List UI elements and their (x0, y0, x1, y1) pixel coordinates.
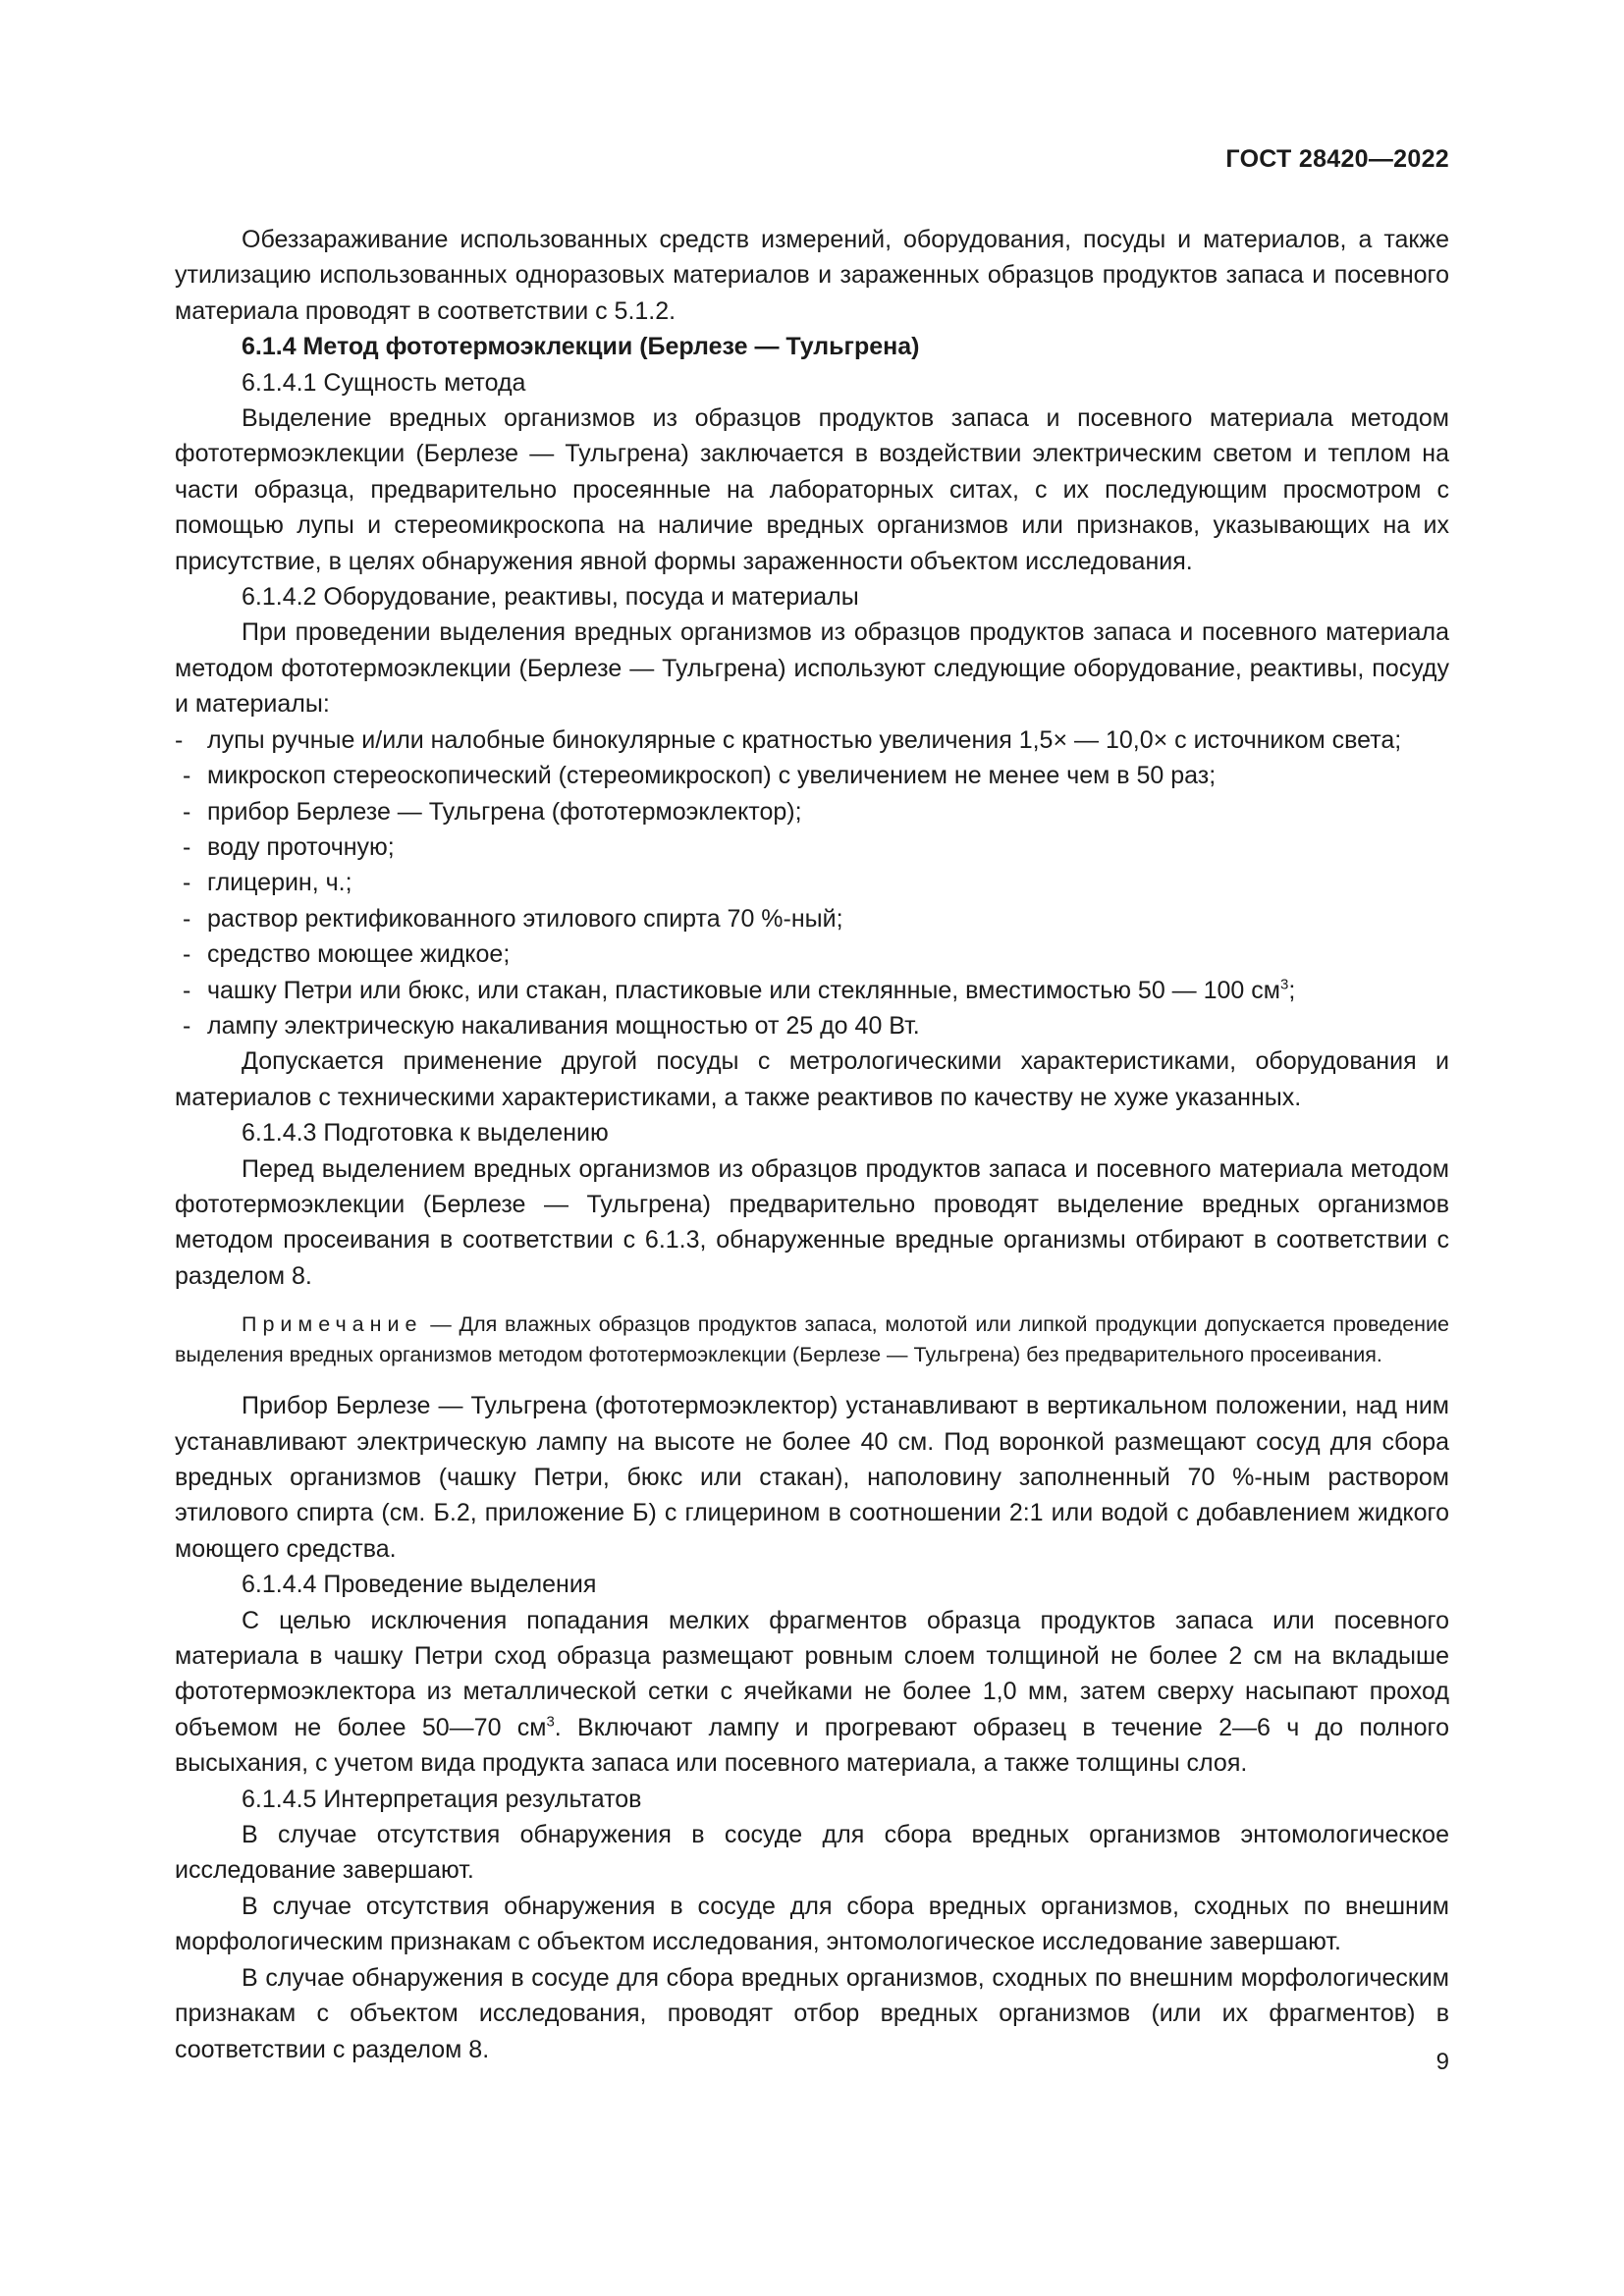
list-item (175, 794, 1449, 829)
list-item (175, 936, 1449, 972)
procedure-text-b: . Включают лампу и прогревают образец в течение 2—6 ч до полного высыхания, с учетом вида продукта запаса или посевного материала, а также толщины слоя. (175, 1713, 1449, 1778)
superscript: 3 (546, 1713, 555, 1731)
paragraph-result-3: В случае обнаружения в сосуде для сбора вредных организмов, сходных по внешним морфологическим признакам с объектом исследования, проводят отбор вредных организмов (или их фрагментов) в соответствии с разделом 8. (175, 1963, 1449, 2063)
list-item (175, 758, 1449, 793)
list-item (175, 973, 1449, 1008)
paragraph-result-2: В случае отсутствия обнаружения в сосуде для сбора вредных организмов, сходных по внешним морфологическим признакам с объектом исследования, энтомологическое исследование завершают. (175, 1892, 1449, 1956)
list-dash: - (183, 940, 191, 969)
note (175, 1309, 1449, 1370)
document-header: ГОСТ 28420—2022 (1225, 145, 1449, 173)
list-item (175, 829, 1449, 865)
list-item-text: глицерин, ч.; (207, 869, 352, 897)
document-body (175, 222, 1449, 2067)
note-label: Примечание (242, 1312, 423, 1337)
list-dash: - (183, 797, 191, 826)
section-heading-6-1-4: 6.1.4 Метод фототермоэклекции (Берлезе — Тульгрена) (242, 333, 920, 361)
list-item-text: средство моющее жидкое; (207, 940, 511, 969)
list-dash: - (183, 832, 191, 861)
subsection-heading-6-1-4-2: 6.1.4.2 Оборудование, реактивы, посуда и материалы (242, 583, 859, 612)
list-dash: - (183, 869, 191, 897)
list-dash: - (183, 762, 191, 790)
equipment-list (175, 722, 1449, 1044)
list-item-text: лампу электрическую накаливания мощностью от 25 до 40 Вт. (207, 1011, 920, 1040)
list-item (175, 901, 1449, 936)
page-number: 9 (1435, 2049, 1449, 2075)
list-item-text: воду проточную; (207, 832, 395, 861)
procedure-text-a: С целью исключения попадания мелких фрагментов образца продуктов запаса или посевного материала в чашку Петри сход образца размещают ровным слоем толщиной не более 2 см на вкладыше фототермоэклектора из металлической сетки с ячейками не более 1,0 мм, затем сверху насыпают проход объемом не более 50—70 см (175, 1606, 1449, 1741)
subsection-heading-6-1-4-1: 6.1.4.1 Сущность метода (242, 368, 526, 397)
list-dash: - (183, 904, 191, 933)
list-item-text: чашку Петри или бюкс, или стакан, пластиковые или стеклянные, вместимостью 50 — 100 см (207, 976, 1280, 1004)
subsection-heading-6-1-4-4: 6.1.4.4 Проведение выделения (242, 1571, 597, 1599)
list-item-text: прибор Берлезе — Тульгрена (фототермоэклектор); (207, 797, 802, 826)
paragraph-method-essence: Выделение вредных организмов из образцов продуктов запаса и посевного материала методом фототермоэклекции (Берлезе — Тульгрена) заключается в воздействии электрическим светом и теплом на части образца, предварительно просеянные на лабораторных ситах, с их последующим просмотром с помощью лупы и стереомикроскопа на наличие вредных организмов или признаков, указывающих на их присутствие, в целях обнаружения явной формы зараженности объектом исследования. (175, 404, 1449, 575)
paragraph-intro: Обеззараживание использованных средств измерений, оборудования, посуды и материалов, а также утилизацию использованных одноразовых материалов и зараженных образцов продуктов запаса и посевного материала проводят в соответствии с 5.1.2. (175, 226, 1449, 325)
list-item (175, 865, 1449, 900)
list-dash: - (183, 1011, 191, 1040)
paragraph-device-setup: Прибор Берлезе — Тульгрена (фототермоэклектор) устанавливают в вертикальном положении, над ним устанавливают электрическую лампу на высоте не более 40 см. Под воронкой размещают сосуд для сбора вредных организмов (чашку Петри, бюкс или стакан), наполовину заполненный 70 %-ным раствором этилового спирта (см. Б.2, приложение Б) с глицерином в соотношении 2:1 или водой с добавлением жидкого моющего средства. (175, 1392, 1449, 1563)
subsection-heading-6-1-4-5: 6.1.4.5 Интерпретация результатов (242, 1785, 642, 1813)
list-item-text: микроскоп стереоскопический (стереомикроскоп) с увеличением не менее чем в 50 раз; (207, 762, 1217, 790)
superscript: 3 (1279, 976, 1289, 993)
list-item (175, 722, 1449, 758)
list-item-text: лупы ручные и/или налобные бинокулярные с кратностью увеличения 1,5× — 10,0× с источником света; (207, 725, 1402, 754)
list-item (175, 1008, 1449, 1043)
list-item-text-end: ; (1288, 976, 1296, 1004)
list-item-text: раствор ректификованного этилового спирта 70 %-ный; (207, 904, 843, 933)
note-text: — Для влажных образцов продуктов запаса, молотой или липкой продукции допускается проведение выделения вредных организмов методом фототермоэклекции (Берлезе — Тульгрена) без предварительного просеивания. (175, 1312, 1449, 1367)
paragraph-allowed-substitutes: Допускается применение другой посуды с метрологическими характеристиками, оборудования и материалов с техническими характеристиками, а также реактивов по качеству не хуже указанных. (175, 1047, 1449, 1111)
list-dash: - (183, 976, 191, 1004)
paragraph-equipment-intro: При проведении выделения вредных организмов из образцов продуктов запаса и посевного материала методом фототермоэклекции (Берлезе — Тульгрена) используют следующие оборудование, реактивы, посуду и материалы: (175, 618, 1449, 719)
list-dash: - (175, 725, 184, 754)
paragraph-preparation: Перед выделением вредных организмов из образцов продуктов запаса и посевного материала методом фототермоэклекции (Берлезе — Тульгрена) предварительно проводят выделение вредных организмов методом просеивания в соответствии с 6.1.3, обнаруженные вредные организмы отбирают в соответствии с разделом 8. (175, 1154, 1449, 1290)
subsection-heading-6-1-4-3: 6.1.4.3 Подготовка к выделению (242, 1119, 609, 1148)
paragraph-result-1: В случае отсутствия обнаружения в сосуде для сбора вредных организмов энтомологическое исследование завершают. (175, 1821, 1449, 1885)
paragraph-procedure (175, 1603, 1449, 1782)
